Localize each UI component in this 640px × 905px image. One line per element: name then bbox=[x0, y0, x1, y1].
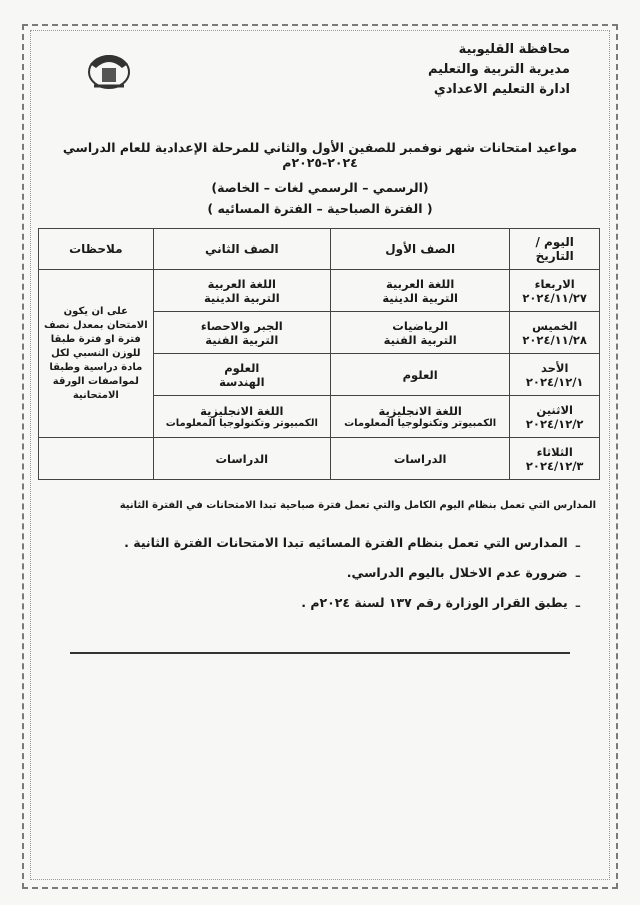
header-grade1: الصف الأول bbox=[330, 229, 509, 270]
notes-list bbox=[124, 528, 580, 618]
day-name: الأحد bbox=[540, 360, 569, 375]
grade1-cell bbox=[330, 396, 509, 438]
table-row bbox=[39, 270, 600, 312]
list-item bbox=[124, 528, 580, 558]
day-cell bbox=[510, 354, 600, 396]
subject: التربية الدينية bbox=[203, 290, 280, 305]
note-text: المدارس التي تعمل بنظام الفترة المسائيه تبدا الامتحانات الفترة الثانية . bbox=[124, 535, 568, 550]
header-notes: ملاحظات bbox=[39, 229, 154, 270]
subject: الدراسات bbox=[215, 451, 269, 466]
exam-schedule-table bbox=[38, 228, 600, 480]
day-date: ٢٠٢٤/١١/٢٨ bbox=[522, 332, 587, 347]
administration-label: ادارة التعليم الاعدادي bbox=[433, 82, 570, 97]
day-cell bbox=[510, 396, 600, 438]
day-name: الاثنين bbox=[536, 402, 573, 417]
subject: اللغة الانجليزية bbox=[200, 404, 284, 418]
note-text: ضرورة عدم الاخلال باليوم الدراسي. bbox=[346, 565, 568, 580]
subject: الجبر والاحصاء bbox=[200, 318, 283, 333]
eagle-seal-icon bbox=[80, 42, 138, 94]
subject: الرياضيات bbox=[392, 318, 449, 333]
directorate-label: مديرية التربية والتعليم bbox=[427, 62, 570, 77]
day-date: ٢٠٢٤/١٢/٣ bbox=[525, 458, 584, 473]
subject: التربية الفنية bbox=[383, 332, 457, 347]
school-types: (الرسمي – الرسمي لغات – الخاصة) bbox=[211, 180, 429, 195]
table-row bbox=[39, 438, 600, 480]
bullet: ـ bbox=[575, 535, 580, 550]
grade1-cell bbox=[330, 438, 509, 480]
grade1-cell bbox=[330, 270, 509, 312]
bullet: ـ bbox=[575, 595, 580, 610]
table-header-row bbox=[39, 229, 600, 270]
subject: التربية الفنية bbox=[205, 332, 279, 347]
subject: الدراسات bbox=[393, 451, 447, 466]
day-cell bbox=[510, 270, 600, 312]
title-block bbox=[40, 140, 600, 222]
list-item bbox=[124, 558, 580, 588]
notes-cell: على ان يكون الامتحان بمعدل نصف فترة او فترة طبقا للوزن النسبي لكل مادة دراسية وطبقا لمواصفات الورقة الامتحانية bbox=[39, 270, 154, 438]
day-cell bbox=[510, 312, 600, 354]
subject: الكمبيوتر وتكنولوجيا المعلومات bbox=[344, 418, 497, 429]
grade2-cell bbox=[153, 312, 330, 354]
day-name: الاربعاء bbox=[534, 276, 575, 291]
day-date: ٢٠٢٤/١٢/٢ bbox=[525, 416, 584, 431]
footnote: المدارس التي تعمل بنظام اليوم الكامل والتي تعمل فترة صباحية تبدا الامتحانات في الفترة الثانية bbox=[119, 500, 596, 511]
header-grade2: الصف الثاني bbox=[153, 229, 330, 270]
grade1-cell bbox=[330, 312, 509, 354]
subject: اللغة العربية bbox=[207, 276, 276, 291]
subject: الهندسة bbox=[219, 374, 265, 389]
subject: العلوم bbox=[402, 367, 438, 382]
grade2-cell bbox=[153, 270, 330, 312]
day-name: الخميس bbox=[532, 318, 578, 333]
day-date: ٢٠٢٤/١٢/١ bbox=[525, 374, 584, 389]
grade2-cell bbox=[153, 438, 330, 480]
day-cell bbox=[510, 438, 600, 480]
header-day: اليوم / التاريخ bbox=[510, 229, 600, 270]
subject: اللغة الانجليزية bbox=[378, 404, 462, 418]
subject: الكمبيوتر وتكنولوجيا المعلومات bbox=[165, 418, 318, 429]
notes-cell-empty bbox=[39, 438, 154, 480]
subject: العلوم bbox=[224, 360, 260, 375]
governorate-label: محافظة القليوبية bbox=[458, 42, 570, 57]
grade1-cell bbox=[330, 354, 509, 396]
grade2-cell bbox=[153, 396, 330, 438]
day-date: ٢٠٢٤/١١/٢٧ bbox=[522, 290, 587, 305]
list-item bbox=[124, 588, 580, 618]
subject: التربية الدينية bbox=[382, 290, 458, 305]
day-name: الثلاثاء bbox=[536, 444, 573, 459]
header-block bbox=[428, 40, 570, 100]
divider bbox=[70, 652, 570, 654]
document-title: مواعيد امتحانات شهر نوفمبر للصفين الأول والثاني للمرحلة الإعدادية للعام الدراسي ٢٠٢٤-٢٠٢٥م bbox=[62, 140, 578, 170]
subject: اللغة العربية bbox=[386, 276, 455, 291]
grade2-cell bbox=[153, 354, 330, 396]
bullet: ـ bbox=[575, 565, 580, 580]
note-text: يطبق القرار الوزارة رقم ١٣٧ لسنة ٢٠٢٤م . bbox=[301, 595, 568, 610]
periods-line: ( الفترة الصباحية – الفترة المسائيه ) bbox=[207, 201, 433, 216]
